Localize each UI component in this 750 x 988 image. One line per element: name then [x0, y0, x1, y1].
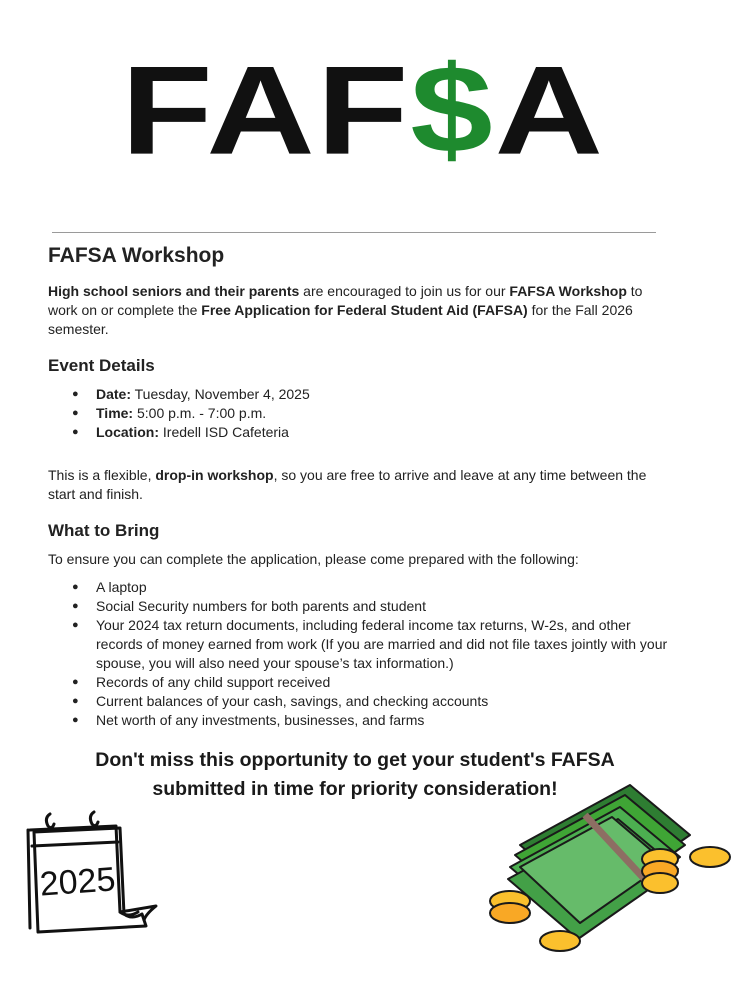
- intro-text-2: to work on or complete the: [48, 283, 643, 318]
- event-location-item: [96, 423, 668, 442]
- bring-item-tax-docs: ● Your 2024 tax return documents, including federal income tax returns, W-2s, and other records of money earned from work (If you are married and did not file taxes jointly with your spouse, you will also need your spouse’s tax information.): [96, 616, 668, 673]
- event-details-list: [48, 385, 668, 442]
- event-time-item: [96, 404, 668, 423]
- calendar-2025-icon: [20, 808, 160, 938]
- event-details-heading: Event Details: [48, 356, 155, 375]
- flyer-body: [48, 242, 668, 730]
- dollar-sign-icon: $: [410, 40, 495, 179]
- logo-letters-prefix: FAF: [121, 39, 411, 181]
- calendar-year: 2025: [38, 860, 117, 904]
- bring-item-net-worth: ● Net worth of any investments, businesses, and farms: [96, 711, 668, 730]
- bring-item-child-support: ● Records of any child support received: [96, 673, 668, 692]
- event-date-label: Date:: [96, 386, 132, 402]
- bring-item-ssn: ● Social Security numbers for both parents and student: [96, 597, 668, 616]
- dropin-text-2: , so you are free to arrive and leave at any time between the start and finish.: [48, 467, 647, 502]
- bring-item-laptop: ● A laptop: [96, 578, 668, 597]
- cta-line-1: Don't miss this opportunity to get your student's FAFSA: [95, 749, 615, 771]
- bring-item-balances: ● Current balances of your cash, savings, and checking accounts: [96, 692, 668, 711]
- what-to-bring-intro: To ensure you can complete the application, please come prepared with the following:: [48, 551, 579, 567]
- event-date-value: Tuesday, November 4, 2025: [131, 386, 310, 402]
- event-location-value: Iredell ISD Cafeteria: [159, 424, 289, 440]
- intro-paragraph: [48, 282, 668, 339]
- intro-bold-workshop: FAFSA Workshop: [509, 283, 627, 299]
- intro-bold-fafsa-full: Free Application for Federal Student Aid (FAFSA): [201, 302, 528, 318]
- event-date-item: [96, 385, 668, 404]
- what-to-bring-heading: What to Bring: [48, 521, 160, 540]
- event-location-label: Location:: [96, 424, 159, 440]
- logo-letters-suffix: A: [494, 39, 605, 181]
- fafsa-logo: [121, 39, 605, 181]
- intro-text-3: for the Fall 2026 semester.: [48, 302, 633, 337]
- horizontal-divider: [52, 232, 656, 233]
- event-time-value: 5:00 p.m. - 7:00 p.m.: [133, 405, 267, 421]
- drop-in-paragraph: [48, 466, 668, 504]
- dropin-text-1: This is a flexible,: [48, 467, 156, 483]
- what-to-bring-list: [48, 578, 668, 730]
- money-stack-icon: [480, 775, 740, 960]
- event-time-label: Time:: [96, 405, 134, 421]
- page-title: FAFSA Workshop: [48, 244, 225, 267]
- cta-line-2: submitted in time for priority consideration!: [152, 778, 558, 800]
- intro-bold-audience: High school seniors and their parents: [48, 283, 300, 299]
- intro-text-1: are encouraged to join us for our: [299, 283, 510, 299]
- dropin-bold: drop-in workshop: [155, 467, 274, 483]
